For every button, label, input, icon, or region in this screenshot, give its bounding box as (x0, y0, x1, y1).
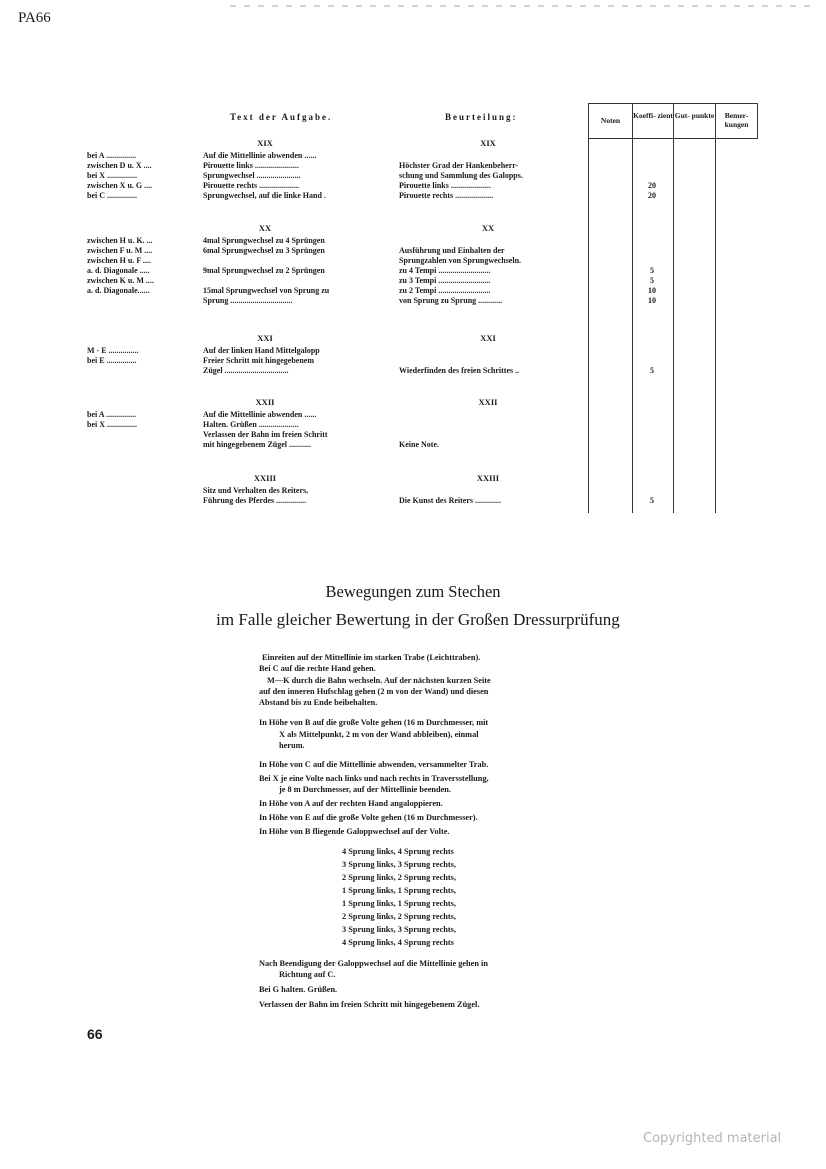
eval-section-number: XIX (480, 138, 496, 148)
top-dotted-rule (230, 5, 810, 7)
corner-label: PA66 (18, 10, 51, 26)
section-number: XX (258, 223, 272, 233)
task-position: zwischen H u. F .... (87, 256, 151, 265)
instruction-line: Bei X je eine Volte nach links und nach rechts in Traversstellung, (259, 774, 489, 783)
task-text: Sitz und Verhalten des Reiters, (203, 486, 309, 495)
task-text: Pirouette links ...................... (203, 161, 299, 170)
instruction-line: Richtung auf C. (279, 970, 336, 979)
eval-text: zu 2 Tempi .......................... (399, 286, 491, 295)
eval-text: Höchster Grad der Hankenbeherr- (399, 161, 519, 170)
eval-text: von Sprung zu Sprung ............ (399, 296, 503, 305)
eval-text: zu 4 Tempi .......................... (399, 266, 491, 275)
task-text: Auf der linken Hand Mittelgalopp (203, 346, 320, 355)
coefficient-value: 10 (648, 286, 656, 295)
task-position: zwischen F u. M .... (87, 246, 153, 255)
grid-vline (588, 103, 589, 513)
eval-section-number: XXIII (476, 473, 500, 483)
task-text: Zügel ................................ (203, 366, 289, 375)
instruction-line: X als Mittelpunkt, 2 m von der Wand abbleiben), einmal (279, 730, 479, 739)
instruction-line: In Höhe von E auf die große Volte gehen (16 m Durchmesser). (259, 813, 478, 822)
task-text: 15mal Sprungwechsel von Sprung zu (203, 286, 330, 295)
coefficient-value: 5 (650, 496, 654, 505)
instruction-line: Bei C auf die rechte Hand gehen. (259, 664, 376, 673)
instruction-line: 2 Sprung links, 2 Sprung rechts, (342, 912, 456, 921)
task-text: Auf die Mittellinie abwenden ...... (203, 410, 317, 419)
eval-text: Ausführung und Einhalten der (399, 246, 505, 255)
instruction-line: 1 Sprung links, 1 Sprung rechts, (342, 886, 456, 895)
instruction-line: In Höhe von B fliegende Galoppwechsel auf der Volte. (259, 827, 450, 836)
task-position: zwischen X u. G .... (87, 181, 153, 190)
section-number: XXI (257, 333, 273, 343)
instruction-line: auf den inneren Hufschlag gehen (2 m von der Wand) und diesen (259, 687, 489, 696)
task-position: M - E ............... (87, 346, 139, 355)
task-position: bei A ............... (87, 410, 137, 419)
eval-text: Die Kunst des Reiters ............. (399, 496, 501, 505)
instruction-line: 2 Sprung links, 2 Sprung rechts, (342, 873, 456, 882)
coefficient-value: 5 (650, 266, 654, 275)
task-position: a. d. Diagonale...... (87, 286, 150, 295)
section-number: XXII (255, 397, 275, 407)
eval-text: zu 3 Tempi .......................... (399, 276, 491, 285)
grid-vline (757, 103, 758, 138)
task-position: zwischen K u. M .... (87, 276, 154, 285)
col-gut-header: Gut- punkte (674, 111, 715, 120)
instruction-line: In Höhe von B auf die große Volte gehen (16 m Durchmesser, mit (259, 718, 489, 727)
coefficient-value: 5 (650, 366, 654, 375)
task-position: bei X ............... (87, 171, 137, 180)
task-text: Halten. Grüßen .................... (203, 420, 299, 429)
task-text: 4mal Sprungwechsel zu 4 Sprüngen (203, 236, 325, 245)
instruction-line: 4 Sprung links, 4 Sprung rechts (342, 847, 454, 856)
instruction-line: In Höhe von A auf der rechten Hand angaloppieren. (259, 799, 443, 808)
task-position: a. d. Diagonale ..... (87, 266, 150, 275)
col-eval-header: Beurteilung: (445, 112, 518, 122)
col-task-header: Text der Aufgabe. (230, 112, 333, 122)
col-noten-header: Noten (600, 116, 621, 125)
task-position: bei A ............... (87, 151, 137, 160)
eval-text: Keine Note. (399, 440, 439, 449)
eval-text: Sprungzahlen von Sprungwechseln. (399, 256, 522, 265)
instruction-line: Abstand bis zu Ende beibehalten. (259, 698, 378, 707)
coefficient-value: 5 (650, 276, 654, 285)
instruction-line: 3 Sprung links, 3 Sprung rechts, (342, 925, 456, 934)
eval-text: schung und Sammlung des Galopps. (399, 171, 523, 180)
task-text: mit hingegebenem Zügel ........... (203, 440, 311, 449)
section-number: XIX (257, 138, 273, 148)
coefficient-value: 10 (648, 296, 656, 305)
eval-text: Pirouette rechts ................... (399, 191, 494, 200)
task-text: Sprung ............................... (203, 296, 293, 305)
task-text: Verlassen der Bahn im freien Schritt (203, 430, 328, 439)
task-text: Pirouette rechts .................... (203, 181, 300, 190)
instruction-line: M—K durch die Bahn wechseln. Auf der nächsten kurzen Seite (267, 676, 491, 685)
task-text: Auf die Mittellinie abwenden ...... (203, 151, 317, 160)
grid-vline (715, 103, 716, 513)
instruction-line: 3 Sprung links, 3 Sprung rechts, (342, 860, 456, 869)
coefficient-value: 20 (648, 191, 656, 200)
task-text: 6mal Sprungwechsel zu 3 Sprüngen (203, 246, 325, 255)
watermark: Copyrighted material (643, 1131, 782, 1146)
task-position: zwischen D u. X .... (87, 161, 152, 170)
task-text: Freier Schritt mit hingegebenem (203, 356, 315, 365)
stechen-subtitle: im Falle gleicher Bewertung in der Großen Dressurprüfung (216, 610, 620, 629)
task-text: Führung des Pferdes ............... (203, 496, 307, 505)
section-number: XXIII (253, 473, 277, 483)
col-koeff-header: Koeffi- zient (633, 111, 673, 120)
grid-vline (632, 103, 633, 513)
instruction-line: Einreiten auf der Mittellinie im starken Trabe (Leichttraben). (262, 653, 481, 662)
eval-section-number: XX (481, 223, 495, 233)
instruction-line: Bei G halten. Grüßen. (259, 985, 338, 994)
instruction-line: 4 Sprung links, 4 Sprung rechts (342, 938, 454, 947)
instruction-line: 1 Sprung links, 1 Sprung rechts, (342, 899, 456, 908)
instruction-line: je 8 m Durchmesser, auf der Mittellinie beenden. (279, 785, 451, 794)
page-number: 66 (87, 1026, 103, 1042)
instruction-line: herum. (279, 741, 305, 750)
eval-text: Pirouette links .................... (399, 181, 491, 190)
task-position: bei E ............... (87, 356, 137, 365)
instruction-line: Nach Beendigung der Galoppwechsel auf die Mittellinie gehen in (259, 959, 488, 968)
task-text: 9mal Sprungwechsel zu 2 Sprüngen (203, 266, 325, 275)
task-position: zwischen H u. K. ... (87, 236, 153, 245)
coefficient-value: 20 (648, 181, 656, 190)
instruction-line: Verlassen der Bahn im freien Schritt mit hingegebenem Zügel. (259, 1000, 480, 1009)
grid-vline (673, 103, 674, 513)
task-text: Sprungwechsel ...................... (203, 171, 301, 180)
stechen-title: Bewegungen zum Stechen (325, 582, 501, 601)
instruction-line: In Höhe von C auf die Mittellinie abwenden, versammelter Trab. (259, 760, 489, 769)
task-position: bei X ............... (87, 420, 137, 429)
eval-text: Wiederfinden des freien Schrittes .. (399, 366, 520, 375)
task-position: bei C ............... (87, 191, 137, 200)
eval-section-number: XXI (480, 333, 496, 343)
task-text: Sprungwechsel, auf die linke Hand . (203, 191, 326, 200)
col-bem-header: Bemer- kungen (724, 111, 749, 129)
eval-section-number: XXII (478, 397, 498, 407)
